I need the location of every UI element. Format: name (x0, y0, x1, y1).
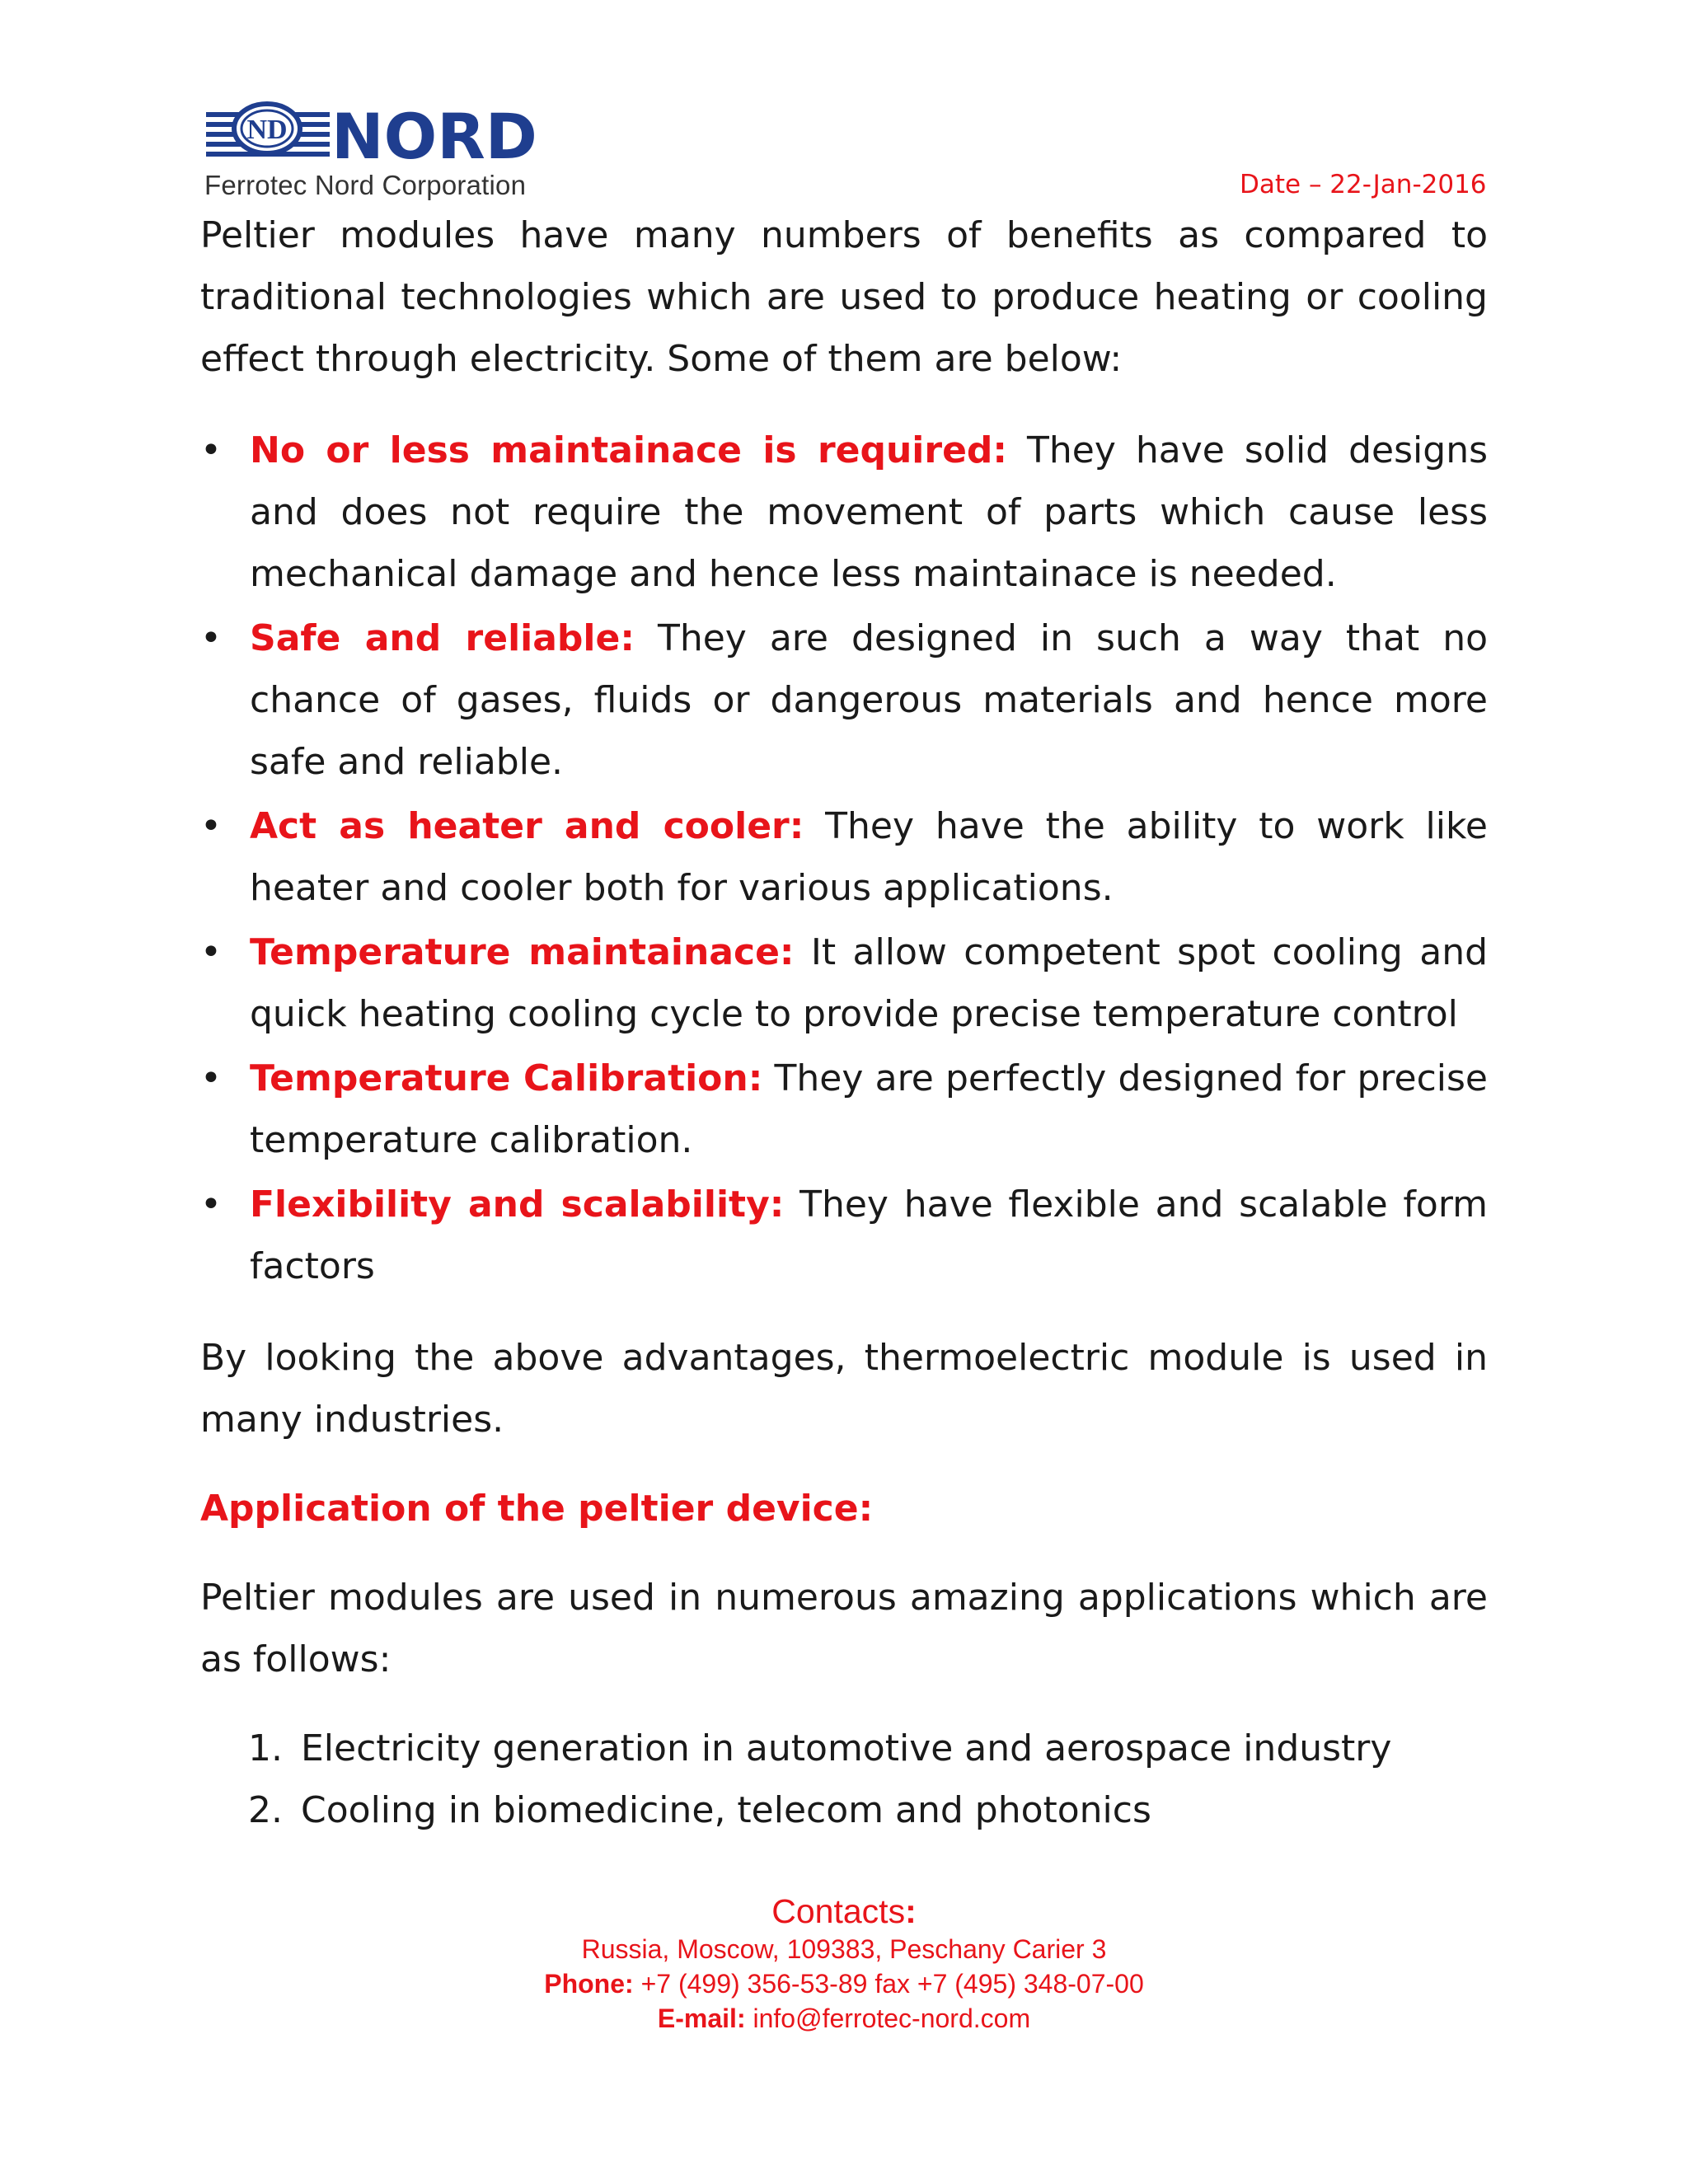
company-logo (203, 97, 537, 200)
document-body (200, 204, 1488, 1841)
benefit-title: Flexibility and scalability: (250, 1183, 785, 1226)
list-item (200, 419, 1488, 605)
contacts-title-text: Contacts (771, 1892, 906, 1930)
logo-badge-text: ND (246, 115, 288, 145)
list-item (200, 1718, 1488, 1779)
benefit-text: They have flexible and scalable form factors (250, 1183, 1489, 1287)
contacts-email (0, 2001, 1688, 2036)
bullet-icon: • (200, 429, 222, 471)
list-number: 2. (248, 1789, 283, 1831)
list-item (200, 921, 1488, 1045)
nord-logo-icon (203, 97, 537, 173)
bullet-icon: • (200, 617, 222, 659)
logo-subtitle: Ferrotec Nord Corporation (204, 170, 527, 200)
benefit-text: It allow competent spot cooling and quick heating cooling cycle to provide precise temperature control (250, 931, 1489, 1035)
contacts-address: Russia, Moscow, 109383, Peschany Carier 3 (581, 1934, 1107, 1964)
applications-intro: Peltier modules are used in numerous amazing applications which are as follows: (200, 1577, 1488, 1680)
list-item (200, 1174, 1488, 1297)
application-text: Electricity generation in automotive and aerospace industry (301, 1727, 1392, 1769)
bullet-icon: • (200, 1183, 222, 1226)
intro-paragraph: Peltier modules have many numbers of benefits as compared to traditional technologies which are used to produce heating or cooling effect through electricity. Some of them are below: (200, 214, 1488, 380)
contacts-title (0, 1891, 1688, 1932)
benefits-list (200, 419, 1488, 1297)
phone-value: +7 (499) 356-53-89 fax +7 (495) 348-07-00 (633, 1969, 1144, 1999)
benefit-text: They have the ability to work like heater and cooler both for various applications. (250, 805, 1488, 909)
benefit-title: No or less maintainace is required: (250, 429, 1008, 471)
contacts-footer (0, 1891, 1688, 2036)
benefit-text: They have solid designs and does not require the movement of parts which cause less mechanical damage and hence less maintainace is needed. (250, 429, 1489, 595)
benefit-title: Temperature maintainace: (250, 931, 795, 973)
section-heading: Application of the peltier device: (200, 1488, 874, 1530)
phone-label: Phone: (544, 1969, 634, 1999)
logo-wordmark: NORD (331, 100, 537, 173)
list-number: 1. (248, 1727, 283, 1769)
list-item (200, 1047, 1488, 1171)
benefit-text: They are perfectly designed for precise temperature calibration. (250, 1057, 1488, 1161)
application-text: Cooling in biomedicine, telecom and photonics (301, 1789, 1151, 1831)
bullet-icon: • (200, 1057, 222, 1099)
summary-paragraph: By looking the above advantages, thermoelectric module is used in many industries. (200, 1337, 1488, 1441)
email-link[interactable]: info@ferrotec-nord.com (745, 2004, 1031, 2033)
contacts-phone (0, 1966, 1688, 2001)
list-item (200, 1779, 1488, 1841)
benefit-title: Safe and reliable: (250, 617, 635, 659)
email-label: E-mail: (657, 2004, 746, 2033)
list-item (200, 795, 1488, 919)
applications-list (200, 1718, 1488, 1841)
benefit-text: They are designed in such a way that no chance of gases, fluids or dangerous materials and hence more safe and reliable. (250, 617, 1488, 783)
benefit-title: Act as heater and cooler: (250, 805, 804, 847)
bullet-icon: • (200, 805, 222, 847)
list-item (200, 607, 1488, 793)
document-date: Date – 22-Jan-2016 (1240, 170, 1487, 199)
bullet-icon: • (200, 931, 222, 973)
benefit-title: Temperature Calibration: (250, 1057, 763, 1099)
contacts-title-colon: : (905, 1892, 917, 1930)
